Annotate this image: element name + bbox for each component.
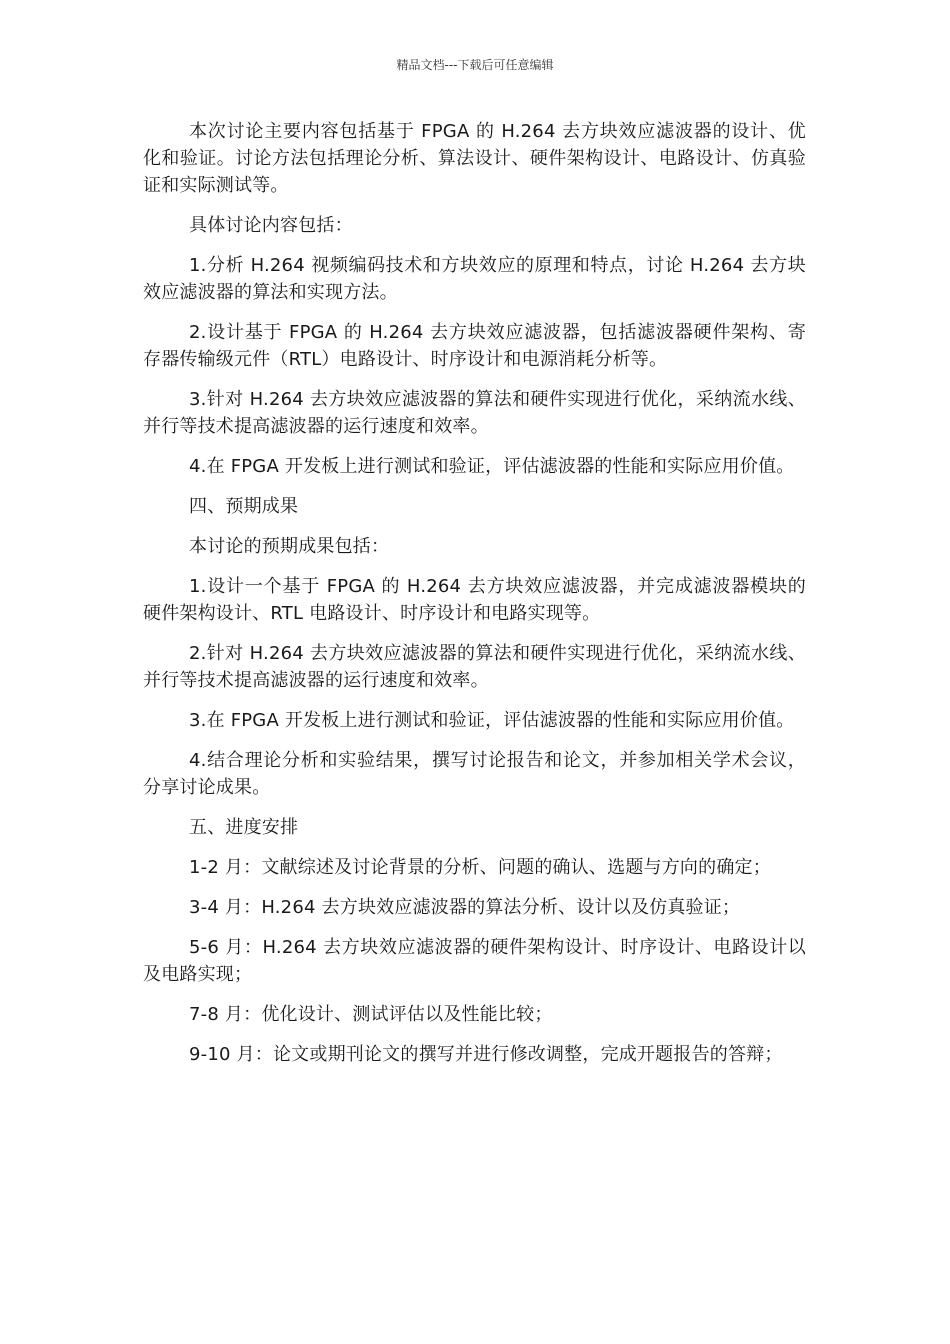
paragraph-results-item-1: 1.设计一个基于 FPGA 的 H.264 去方块效应滤波器，并完成滤波器模块的硬件架构设计、RTL 电路设计、时序设计和电路实现等。 (143, 576, 806, 624)
paragraph-content-item-3: 3.针对 H.264 去方块效应滤波器的算法和硬件实现进行优化，采纳流水线、并行等技术提高滤波器的运行速度和效率。 (143, 389, 806, 437)
paragraph-content-intro: 具体讨论内容包括： (189, 215, 353, 236)
paragraph-schedule-1-2: 1-2 月：文献综述及讨论背景的分析、问题的确认、选题与方向的确定； (189, 857, 771, 878)
paragraph-content-item-4: 4.在 FPGA 开发板上进行测试和验证，评估滤波器的性能和实际应用价值。 (189, 456, 795, 477)
section-heading-expected-results: 四、预期成果 (189, 496, 299, 517)
paragraph-results-intro: 本讨论的预期成果包括： (189, 536, 390, 557)
paragraph-schedule-7-8: 7-8 月：优化设计、测试评估以及性能比较； (189, 1004, 553, 1025)
paragraph-schedule-9-10: 9-10 月：论文或期刊论文的撰写并进行修改调整，完成开题报告的答辩； (189, 1044, 783, 1065)
paragraph-schedule-3-4: 3-4 月：H.264 去方块效应滤波器的算法分析、设计以及仿真验证； (189, 897, 741, 918)
paragraph-results-item-2: 2.针对 H.264 去方块效应滤波器的算法和硬件实现进行优化，采纳流水线、并行等技术提高滤波器的运行速度和效率。 (143, 643, 806, 691)
paragraph-content-item-1: 1.分析 H.264 视频编码技术和方块效应的原理和特点，讨论 H.264 去方块效应滤波器的算法和实现方法。 (143, 255, 806, 303)
paragraph-scope: 本次讨论主要内容包括基于 FPGA 的 H.264 去方块效应滤波器的设计、优化和验证。讨论方法包括理论分析、算法设计、硬件架构设计、电路设计、仿真验证和实际测试等。 (143, 121, 806, 196)
paragraph-results-item-3: 3.在 FPGA 开发板上进行测试和验证，评估滤波器的性能和实际应用价值。 (189, 710, 795, 731)
page-header: 精品文档---下载后可任意编辑 (396, 58, 554, 72)
document-body (143, 118, 806, 1081)
paragraph-content-item-2: 2.设计基于 FPGA 的 H.264 去方块效应滤波器，包括滤波器硬件架构、寄存器传输级元件（RTL）电路设计、时序设计和电源消耗分析等。 (143, 322, 806, 370)
section-heading-schedule: 五、进度安排 (189, 817, 299, 838)
paragraph-schedule-5-6: 5-6 月：H.264 去方块效应滤波器的硬件架构设计、时序设计、电路设计以及电路实现； (143, 937, 806, 985)
paragraph-results-item-4: 4.结合理论分析和实验结果，撰写讨论报告和论文，并参加相关学术会议，分享讨论成果。 (143, 750, 806, 798)
